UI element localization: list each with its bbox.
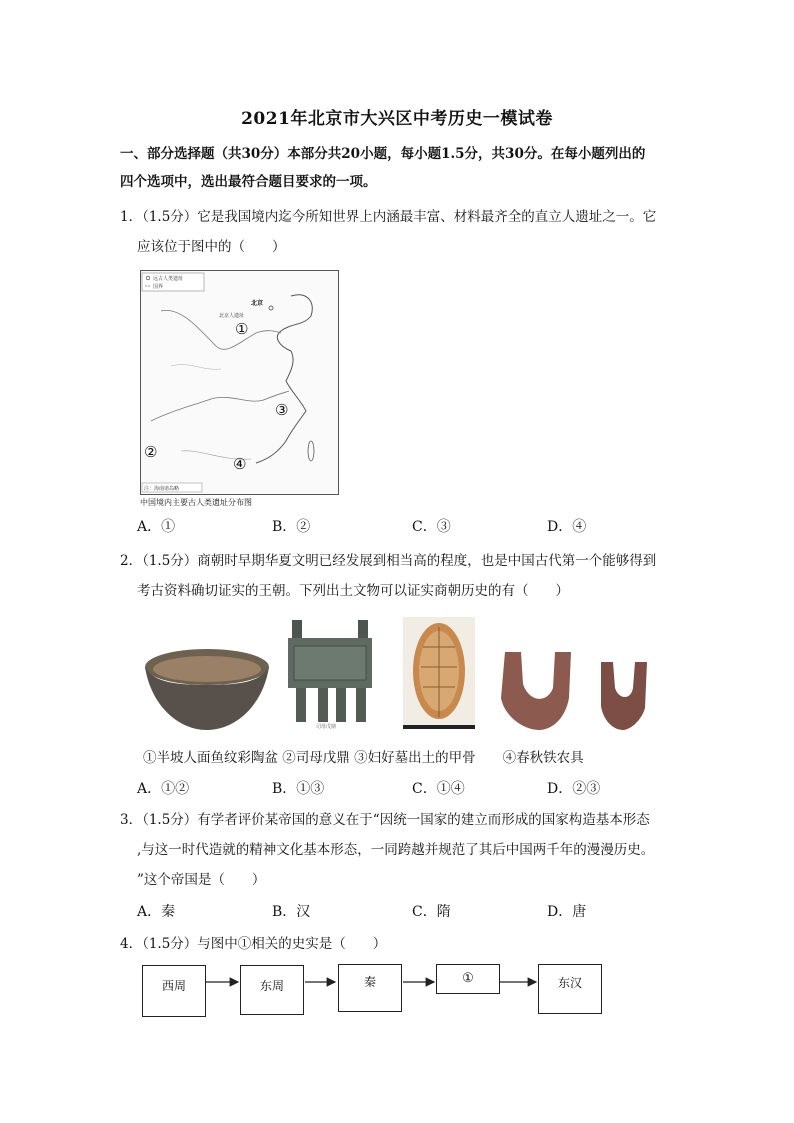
q3-option-c[interactable]: C．隋: [412, 904, 451, 920]
simuwu-ding-image: [278, 618, 382, 730]
map-legend-site: 远古人类遗址: [153, 276, 184, 282]
q2-artifact-captions: ①半坡人面鱼纹彩陶盆 ②司母戊鼎 ③妇好墓出土的甲骨 ④春秋铁农具: [143, 750, 584, 766]
map-marker-2: ②: [144, 443, 158, 461]
q3-option-b[interactable]: B．汉: [272, 904, 311, 920]
q4-stem-line-1: 4．（1.5分）与图中①相关的史实是（ ）: [120, 936, 387, 952]
question-2: [120, 546, 680, 606]
map-caption: 中国境内主要古人类遗址分布图: [140, 498, 252, 507]
iron-farm-tool-image: [495, 648, 665, 734]
q3-option-a[interactable]: A．秦: [137, 904, 176, 920]
section-instructions: [120, 140, 680, 196]
q1-stem-line-2: 应该位于图中的（ ）: [137, 239, 286, 255]
painted-pottery-basin-image: [143, 645, 271, 735]
map-marker-3: ③: [275, 401, 289, 419]
question-1: [120, 202, 680, 262]
section-line-1: 一、部分选择题（共30分）本部分共20小题，每小题1.5分，共30分。在每小题列出的: [120, 146, 646, 162]
question-4: [120, 929, 680, 959]
map-drawing: [141, 271, 338, 494]
question-3: [120, 805, 680, 895]
q2-option-c[interactable]: C．①④: [412, 781, 465, 797]
dynasty-flowchart: [140, 962, 610, 1022]
map-legend-border: 国界: [153, 284, 164, 290]
flow-box-donghan: 东汉: [538, 964, 602, 1014]
map-beijing-label: 北京: [251, 300, 264, 307]
flow-box-blank-1: ①: [436, 964, 500, 994]
ding-photo-label: 司母戊鼎: [316, 724, 337, 730]
section-line-2: 四个选项中，选出最符合题目要求的一项。: [120, 174, 377, 190]
map-site-label: 北京人遗址: [219, 313, 245, 319]
oracle-bone-image: [403, 617, 475, 729]
q2-option-a[interactable]: A．①②: [137, 781, 190, 797]
q3-stem-line-2: ,与这一时代造就的精神文化基本形态，一同跨越并规范了其后中国两千年的漫漫历史。: [137, 842, 655, 858]
q3-stem-line-1: 3．（1.5分）有学者评价某帝国的意义在于“因统一国家的建立而形成的国家构造基本形态: [120, 812, 650, 828]
flow-box-dongzhou: 东周: [240, 965, 304, 1015]
q2-stem-line-1: 2．（1.5分）商朝时早期华夏文明已经发展到相当高的程度，也是中国古代第一个能够得到: [120, 553, 657, 569]
map-marker-4: ④: [233, 455, 247, 473]
flow-box-qin: 秦: [338, 964, 402, 1012]
q1-option-b[interactable]: B．②: [272, 519, 311, 535]
q1-option-d[interactable]: D．④: [547, 519, 587, 535]
ancient-sites-map: [140, 270, 339, 495]
q3-option-d[interactable]: D．唐: [547, 904, 587, 920]
q2-option-d[interactable]: D．②③: [547, 781, 601, 797]
q1-stem-line-1: 1．（1.5分）它是我国境内迄今所知世界上内涵最丰富、材料最齐全的直立人遗址之一。它: [120, 209, 657, 225]
q2-option-b[interactable]: B．①③: [272, 781, 325, 797]
map-marker-1: ①: [235, 320, 249, 338]
page-title: 2021年北京市大兴区中考历史一模试卷: [241, 109, 553, 129]
q3-stem-line-3: ”这个帝国是（ ）: [137, 872, 266, 888]
q2-stem-line-2: 考古资料确切证实的王朝。下列出土文物可以证实商朝历史的有（ ）: [137, 583, 569, 599]
map-note: 注：海南诸岛略: [144, 486, 180, 492]
q1-option-a[interactable]: A．①: [137, 519, 176, 535]
q1-option-c[interactable]: C．③: [412, 519, 451, 535]
flow-box-xizhou: 西周: [142, 965, 206, 1017]
